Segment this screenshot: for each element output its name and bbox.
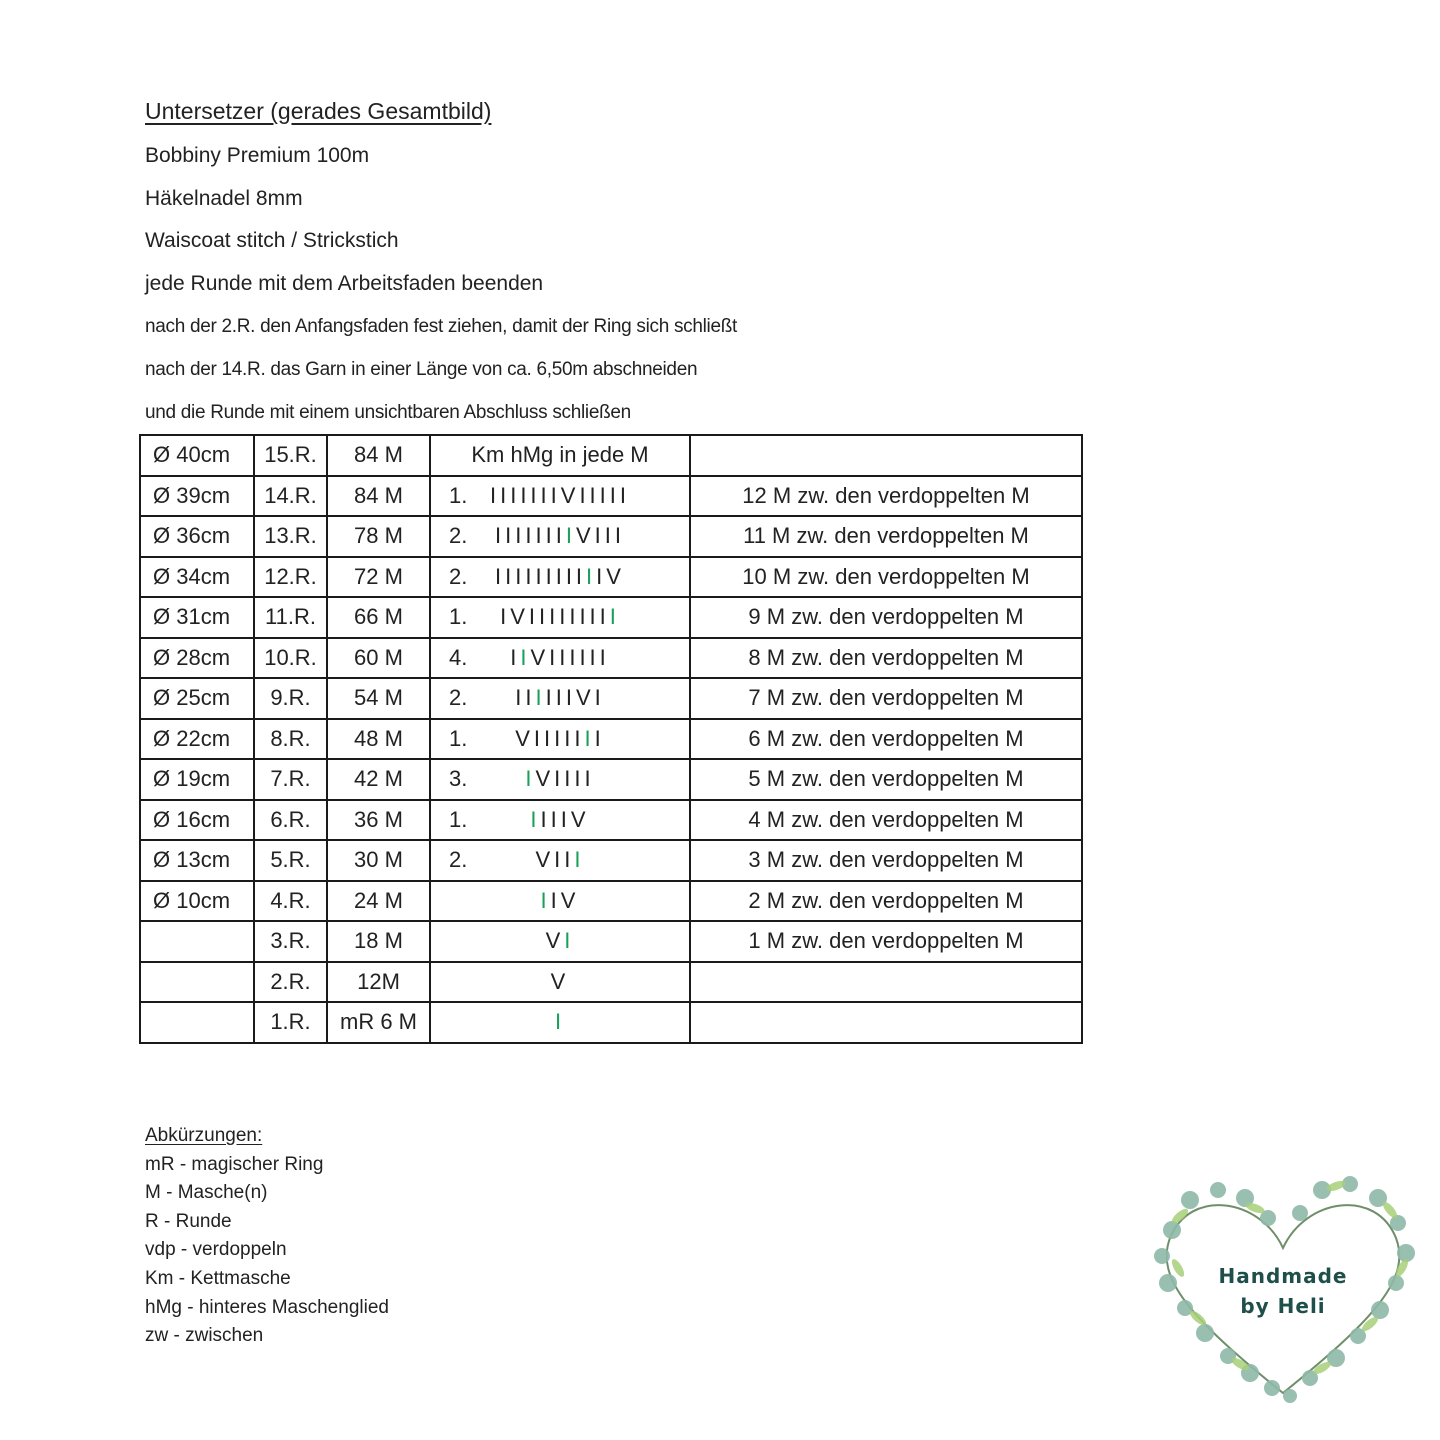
highlighted-stitch: I (584, 725, 595, 751)
page-title: Untersetzer (gerades Gesamtbild) (145, 98, 492, 124)
stitch-symbols (515, 685, 604, 710)
instruction-cell (430, 638, 690, 679)
info-line-stitch: Waiscoat stitch / Strickstich (145, 229, 399, 252)
diameter-cell (140, 921, 254, 962)
highlighted-stitch: I (565, 523, 576, 549)
note-cell: 5 M zw. den verdoppelten M (690, 759, 1082, 800)
stitch-symbols (530, 807, 589, 832)
stitch-sequence: VII (535, 847, 575, 873)
info-line-close: und die Runde mit einem unsichtbaren Abschluss schließen (145, 402, 631, 423)
round-cell: 5.R. (254, 840, 327, 881)
table-row (140, 759, 1082, 800)
start-position: 3. (449, 766, 468, 792)
diameter-cell (140, 1002, 254, 1043)
start-position: 4. (449, 644, 468, 670)
highlighted-stitch: I (535, 685, 546, 711)
instruction-cell (430, 962, 690, 1003)
table-row (140, 597, 1082, 638)
info-line-finish-round: jede Runde mit dem Arbeitsfaden beenden (145, 272, 544, 295)
note-cell: 8 M zw. den verdoppelten M (690, 638, 1082, 679)
highlighted-stitch: I (586, 563, 597, 589)
table-row (140, 921, 1082, 962)
table-row (140, 800, 1082, 841)
round-cell: 10.R. (254, 638, 327, 679)
round-cell: 11.R. (254, 597, 327, 638)
stitch-sequence: IIIIIIIII (495, 563, 587, 589)
table-row (140, 881, 1082, 922)
stitch-count-cell: mR 6 M (327, 1002, 430, 1043)
stitch-symbols (541, 888, 580, 913)
diameter-cell: Ø 13cm (140, 840, 254, 881)
highlighted-stitch: I (564, 928, 575, 954)
stitch-sequence: VIII (575, 523, 625, 549)
start-position: 1. (449, 604, 468, 630)
stitch-count-cell: 42 M (327, 759, 430, 800)
stitch-sequence: V (545, 928, 565, 954)
logo-line-2: by Heli (1240, 1294, 1326, 1318)
info-line-tail: nach der 2.R. den Anfangsfaden fest ziehen, damit der Ring sich schließt (145, 316, 738, 337)
stitch-count-cell: 78 M (327, 516, 430, 557)
stitch-symbols (525, 766, 594, 791)
note-cell: 3 M zw. den verdoppelten M (690, 840, 1082, 881)
abbreviation-item: mR - magischer Ring (145, 1153, 324, 1175)
abbreviation-item: R - Runde (145, 1210, 232, 1232)
note-cell: 1 M zw. den verdoppelten M (690, 921, 1082, 962)
info-line-cut: nach der 14.R. das Garn in einer Länge von ca. 6,50m abschneiden (145, 359, 698, 380)
table-row (140, 557, 1082, 598)
stitch-count-cell: 54 M (327, 678, 430, 719)
note-cell (690, 435, 1082, 476)
stitch-symbols (495, 523, 625, 548)
start-position: 2. (449, 685, 468, 711)
stitch-sequence: IIIV (540, 806, 590, 832)
note-cell: 2 M zw. den verdoppelten M (690, 881, 1082, 922)
diameter-cell: Ø 22cm (140, 719, 254, 760)
stitch-count-cell: 66 M (327, 597, 430, 638)
stitch-count-cell: 48 M (327, 719, 430, 760)
instruction-cell (430, 516, 690, 557)
start-position: 1. (449, 725, 468, 751)
highlighted-stitch: I (574, 847, 585, 873)
abbreviation-item: Km - Kettmasche (145, 1267, 291, 1289)
diameter-cell: Ø 31cm (140, 597, 254, 638)
stitch-symbols (510, 645, 610, 670)
stitch-symbols (500, 604, 620, 629)
stitch-symbols (535, 847, 584, 872)
diameter-cell: Ø 19cm (140, 759, 254, 800)
stitch-symbols (515, 726, 605, 751)
instruction-cell: Km hMg in jede M (430, 435, 690, 476)
round-cell: 7.R. (254, 759, 327, 800)
instruction-cell (430, 921, 690, 962)
stitch-sequence: IVIIIIIIII (500, 604, 610, 630)
instruction-cell (430, 597, 690, 638)
round-cell: 3.R. (254, 921, 327, 962)
stitch-sequence: VIIIII (515, 725, 585, 751)
stitch-sequence: IIIIIII (495, 523, 566, 549)
note-cell (690, 1002, 1082, 1043)
logo (1150, 1168, 1416, 1404)
round-cell: 2.R. (254, 962, 327, 1003)
instruction-cell (430, 476, 690, 517)
stitch-count-cell: 12M (327, 962, 430, 1003)
highlighted-stitch: I (554, 1009, 566, 1035)
stitch-count-cell: 84 M (327, 476, 430, 517)
diameter-cell: Ø 40cm (140, 435, 254, 476)
stitch-symbols (546, 928, 575, 953)
stitch-count-cell: 72 M (327, 557, 430, 598)
start-position: 2. (449, 847, 468, 873)
abbreviations-heading: Abkürzungen: (145, 1125, 263, 1146)
stitch-sequence: IIIVI (545, 685, 605, 711)
note-cell (690, 962, 1082, 1003)
diameter-cell: Ø 16cm (140, 800, 254, 841)
diameter-cell: Ø 28cm (140, 638, 254, 679)
stitch-count-cell: 60 M (327, 638, 430, 679)
table-row (140, 638, 1082, 679)
highlighted-stitch: I (530, 806, 541, 832)
instruction-cell (430, 1002, 690, 1043)
stitch-sequence: VIIII (535, 766, 595, 792)
instruction-cell (430, 881, 690, 922)
table-row (140, 962, 1082, 1003)
start-position: 1. (449, 806, 468, 832)
table-row-header (140, 435, 1082, 476)
stitch-sequence: I (510, 644, 521, 670)
start-position: 1. (449, 482, 468, 508)
info-line-hook: Häkelnadel 8mm (145, 187, 303, 210)
stitch-sequence: V (550, 968, 570, 994)
stitch-symbols (555, 1009, 565, 1034)
stitch-sequence: VIIIIII (530, 644, 610, 670)
table-row (140, 678, 1082, 719)
logo-line-1: Handmade (1218, 1264, 1348, 1288)
round-cell: 15.R. (254, 435, 327, 476)
stitch-sequence: IV (596, 563, 625, 589)
table-row (140, 1002, 1082, 1043)
round-cell: 9.R. (254, 678, 327, 719)
abbreviations (145, 1122, 389, 1351)
note-cell: 11 M zw. den verdoppelten M (690, 516, 1082, 557)
note-cell: 10 M zw. den verdoppelten M (690, 557, 1082, 598)
diameter-cell (140, 962, 254, 1003)
stitch-count-cell: 18 M (327, 921, 430, 962)
note-cell: 7 M zw. den verdoppelten M (690, 678, 1082, 719)
diameter-cell: Ø 34cm (140, 557, 254, 598)
stitch-count-cell: 24 M (327, 881, 430, 922)
stitch-sequence: I (594, 725, 605, 751)
instruction-cell (430, 557, 690, 598)
highlighted-stitch: I (609, 604, 620, 630)
abbreviation-item: hMg - hinteres Maschenglied (145, 1296, 389, 1318)
diameter-cell: Ø 10cm (140, 881, 254, 922)
round-cell: 14.R. (254, 476, 327, 517)
stitch-symbols (551, 969, 570, 994)
round-cell: 13.R. (254, 516, 327, 557)
abbreviation-item: zw - zwischen (145, 1325, 264, 1347)
diameter-cell: Ø 25cm (140, 678, 254, 719)
table-row (140, 840, 1082, 881)
stitch-sequence: IV (550, 887, 580, 913)
stitch-symbols (495, 564, 625, 589)
info-line-yarn: Bobbiny Premium 100m (145, 144, 370, 167)
pattern-table (139, 434, 1083, 1044)
stitch-sequence: II (515, 685, 536, 711)
stitch-symbols (490, 483, 630, 508)
instruction-cell (430, 759, 690, 800)
instruction-cell (430, 719, 690, 760)
table-row (140, 516, 1082, 557)
start-position: 2. (449, 563, 468, 589)
stitch-count-cell: 30 M (327, 840, 430, 881)
note-cell: 4 M zw. den verdoppelten M (690, 800, 1082, 841)
highlighted-stitch: I (540, 887, 551, 913)
instruction-cell (430, 678, 690, 719)
abbreviation-item: vdp - verdoppeln (145, 1239, 287, 1261)
round-cell: 6.R. (254, 800, 327, 841)
start-position: 2. (449, 523, 468, 549)
stitch-count-cell: 36 M (327, 800, 430, 841)
stitch-sequence: IIIIIIIVIIIII (489, 482, 631, 508)
highlighted-stitch: I (520, 644, 531, 670)
round-cell: 8.R. (254, 719, 327, 760)
round-cell: 4.R. (254, 881, 327, 922)
round-cell: 12.R. (254, 557, 327, 598)
stitch-count-cell: 84 M (327, 435, 430, 476)
diameter-cell: Ø 39cm (140, 476, 254, 517)
highlighted-stitch: I (525, 766, 536, 792)
diameter-cell: Ø 36cm (140, 516, 254, 557)
round-cell: 1.R. (254, 1002, 327, 1043)
instruction-cell (430, 800, 690, 841)
table-row (140, 476, 1082, 517)
instruction-cell (430, 840, 690, 881)
table-row (140, 719, 1082, 760)
note-cell: 9 M zw. den verdoppelten M (690, 597, 1082, 638)
note-cell: 12 M zw. den verdoppelten M (690, 476, 1082, 517)
note-cell: 6 M zw. den verdoppelten M (690, 719, 1082, 760)
abbreviation-item: M - Masche(n) (145, 1182, 268, 1204)
